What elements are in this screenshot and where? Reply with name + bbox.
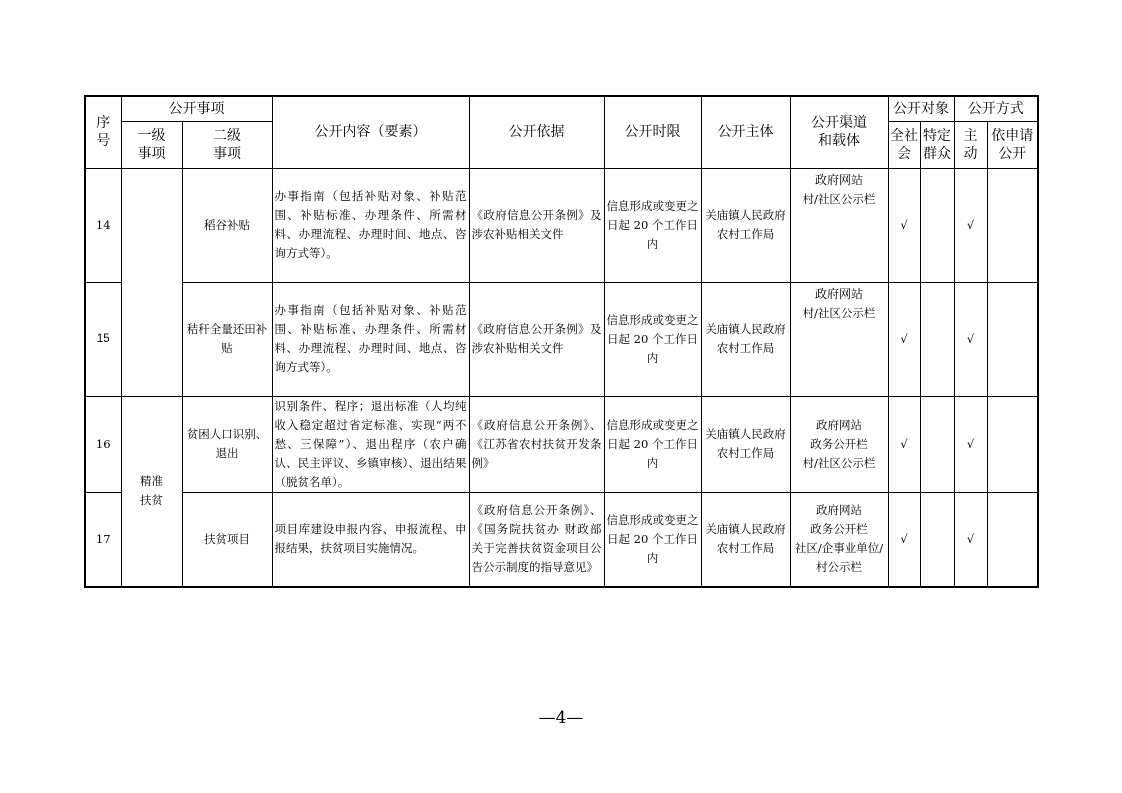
specific-check [920, 396, 954, 492]
level2-cell: 稻谷补贴 [182, 168, 272, 282]
header-all-society: 全社会 [888, 121, 920, 168]
channel-cell [790, 396, 888, 492]
time-limit-cell: 信息形成或变更之日起 20 个工作日内 [604, 168, 701, 282]
header-content: 公开内容（要素） [272, 96, 469, 168]
row-number: 14 [85, 168, 121, 282]
header-method: 公开方式 [954, 96, 1038, 121]
channel-line: 政府网站 [816, 503, 862, 518]
content-cell: 识别条件、程序；退出标准（人均纯收入稳定超过省定标准、实现“两不愁、三保障”）、退出程序（农户确认、民主评议、乡镇审核）、退出结果（脱贫名单）。 [272, 396, 469, 492]
channel-cell [790, 492, 888, 587]
header-level1: 一级事项 [121, 121, 182, 168]
channel-line: 村/社区公示栏 [802, 455, 876, 470]
channel-line: 社区/企事业单位/村公示栏 [794, 541, 884, 575]
on-request-check [987, 492, 1038, 587]
all-society-check: √ [888, 492, 920, 587]
level2-cell: 秸秆全量还田补贴 [182, 282, 272, 396]
all-society-check: √ [888, 396, 920, 492]
disclosure-table [84, 95, 1039, 588]
channel-line: 政府网站 [814, 286, 863, 301]
channel-cell [790, 168, 888, 282]
active-check: √ [954, 168, 987, 282]
active-check: √ [954, 492, 987, 587]
header-basis: 公开依据 [469, 96, 604, 168]
subject-cell: 关庙镇人民政府农村工作局 [701, 282, 790, 396]
specific-check [920, 282, 954, 396]
channel-line: 政务公开栏 [810, 522, 868, 537]
channel-line: 村/社区公示栏 [802, 191, 876, 206]
header-specific: 特定群众 [920, 121, 954, 168]
on-request-check [987, 396, 1038, 492]
subject-cell: 关庙镇人民政府农村工作局 [701, 492, 790, 587]
page-number: —4— [538, 708, 584, 728]
content-cell: 办事指南（包括补贴对象、补贴范围、补贴标准、办理条件、所需材料、办理流程、办理时间、地点、咨询方式等）。 [272, 168, 469, 282]
row-number: 15 [85, 282, 121, 396]
specific-check [920, 168, 954, 282]
time-limit-cell: 信息形成或变更之日起 20 个工作日内 [604, 492, 701, 587]
basis-cell: 《政府信息公开条例》、《江苏省农村扶贫开发条例》 [469, 396, 604, 492]
subject-cell: 关庙镇人民政府农村工作局 [701, 168, 790, 282]
row-number: 16 [85, 396, 121, 492]
specific-check [920, 492, 954, 587]
active-check: √ [954, 396, 987, 492]
time-limit-cell: 信息形成或变更之日起 20 个工作日内 [604, 396, 701, 492]
header-on-request: 依申请公开 [987, 121, 1038, 168]
table-row [85, 282, 1038, 396]
header-subject: 公开主体 [701, 96, 790, 168]
channel-line: 村/社区公示栏 [802, 305, 876, 320]
table-row [85, 396, 1038, 492]
all-society-check: √ [888, 168, 920, 282]
header-active: 主动 [954, 121, 987, 168]
level1-cell-empty [121, 168, 182, 396]
content-cell: 项目库建设申报内容、申报流程、申报结果，扶贫项目实施情况。 [272, 492, 469, 587]
table-row [85, 168, 1038, 282]
basis-cell: 《政府信息公开条例》及涉农补贴相关文件 [469, 282, 604, 396]
row-number: 17 [85, 492, 121, 587]
table-row [85, 492, 1038, 587]
header-matter: 公开事项 [121, 96, 272, 121]
all-society-check: √ [888, 282, 920, 396]
time-limit-cell: 信息形成或变更之日起 20 个工作日内 [604, 282, 701, 396]
on-request-check [987, 282, 1038, 396]
active-check: √ [954, 282, 987, 396]
level2-cell: 贫困人口识别、退出 [182, 396, 272, 492]
header-channel: 公开渠道和载体 [790, 96, 888, 168]
level2-cell: 扶贫项目 [182, 492, 272, 587]
channel-line: 政府网站 [814, 172, 863, 187]
header-row-top [85, 96, 1038, 121]
content-cell: 办事指南（包括补贴对象、补贴范围、补贴标准、办理条件、所需材料、办理流程、办理时间、地点、咨询方式等）。 [272, 282, 469, 396]
channel-line: 政府网站 [816, 417, 862, 432]
basis-cell: 《政府信息公开条例》、《国务院扶贫办 财政部关于完善扶贫资金项目公告公示制度的指导意见》 [469, 492, 604, 587]
header-time-limit: 公开时限 [604, 96, 701, 168]
basis-cell: 《政府信息公开条例》及涉农补贴相关文件 [469, 168, 604, 282]
subject-cell: 关庙镇人民政府农村工作局 [701, 396, 790, 492]
header-audience: 公开对象 [888, 96, 954, 121]
on-request-check [987, 168, 1038, 282]
channel-line: 政务公开栏 [810, 436, 868, 451]
header-level2: 二级事项 [182, 121, 272, 168]
channel-cell [790, 282, 888, 396]
header-seq: 序号 [85, 96, 121, 168]
level1-cell: 精准扶贫 [121, 396, 182, 587]
